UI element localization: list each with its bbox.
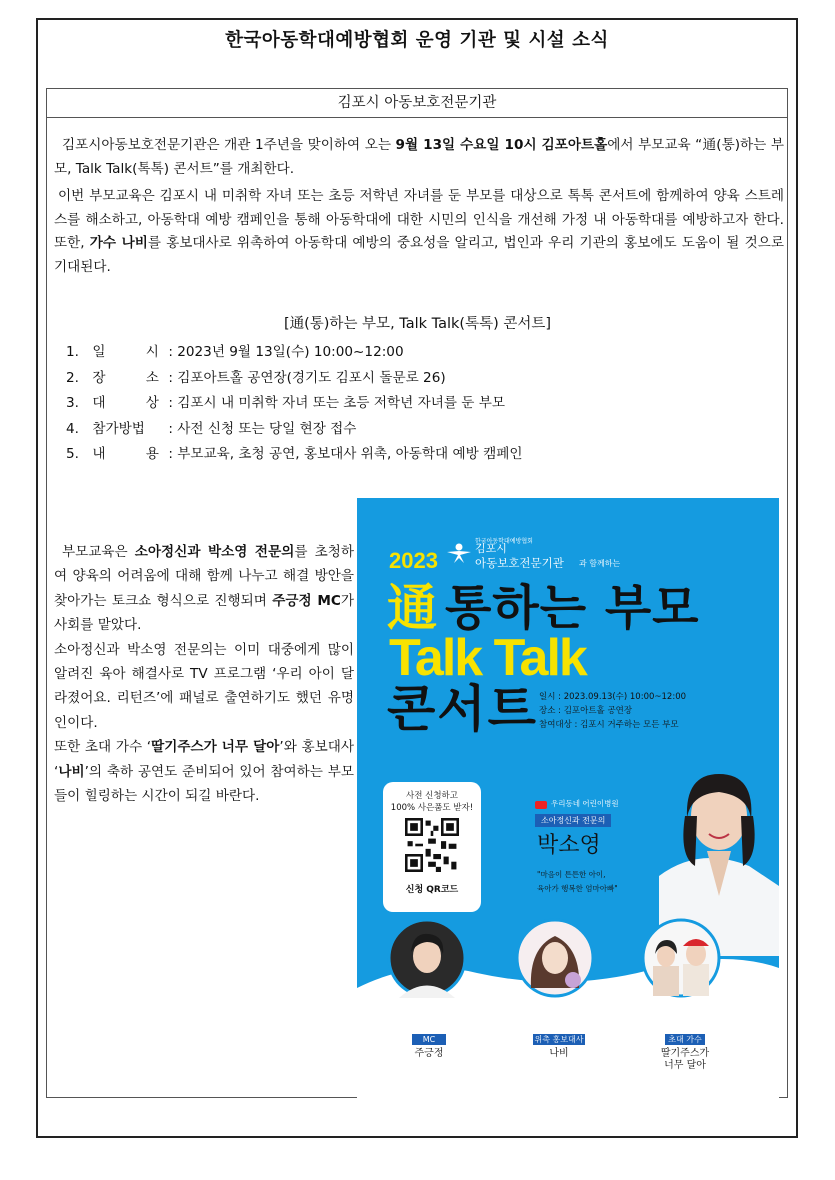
left-paragraph-1: 부모교육은 소아정신과 박소영 전문의를 초청하여 양육의 어려움에 대해 함께 나누고 해결 방안을 찾아가는 토크쇼 형식으로 진행되며 주긍정 MC가 사회를 맡았다. [54,544,354,634]
poster-talktalk: Talk Talk [389,629,586,687]
section-title: 김포시 아동보호전문기관 [47,89,787,118]
poster-with-text: 과 함께하는 [579,559,621,568]
doctor-name: 박소영 [537,833,601,858]
poster-detail-target: 참여대상 : 김포시 거주하는 모든 부모 [539,720,679,730]
ambassador-tag: 위촉 홍보대사 [534,1035,584,1044]
poster-org-city: 김포시 [475,542,507,555]
qr-promo-text: 사전 신청하고 100% 사은품도 받자! [390,791,474,813]
info-item-method: 4. 참가방법 : 사전 신청 또는 당일 현장 접수 [66,420,357,437]
poster-org-small: 한국아동학대예방협회 [475,538,533,545]
info-item-place: 2. 장 소: 김포아트홀 공연장(경기도 김포시 돌문로 26) [66,369,446,386]
ambassador-name: 나비 [549,1048,569,1059]
qr-label: 신청 QR코드 [405,885,459,895]
document-title: 한국아동학대예방협회 운영 기관 및 시설 소식 [225,30,609,51]
mc-photo [387,918,467,998]
ambassador-photo [515,918,595,998]
intro-paragraph-2: 이번 부모교육은 김포시 내 미취학 자녀 또는 초등 저학년 자녀를 둔 부모를 대상으로 톡톡 콘서트에 함께하여 양육 스트레스를 해소하고, 아동학대 예방 캠페인을 통해 아동학대에 대한 시민의 인식을 개선해 가정 내 아동학대를 예방하고자 한다. 또한, 가수 나비를 홍보대사로 위촉하여 아동학대 예방의 중요성을 알리고, 법인과 우리 기관의 홍보에도 도움이 될 것으로 기대된다. [54,188,784,275]
singer-tag: 초대 가수 [665,1034,705,1045]
youtube-icon [535,801,547,809]
event-poster [357,498,779,1098]
singer-name: 딸기주스가 너무 달아 [660,1048,710,1071]
concert-title: [通(통)하는 부모, Talk Talk(톡톡) 콘서트] [283,316,552,332]
poster-detail-date: 일시 : 2023.09.13(수) 10:00~12:00 [539,692,687,702]
poster-concert: 콘서트 [387,680,538,738]
intro-paragraph-1: 김포시아동보호전문기관은 개관 1주년을 맞이하여 오는 9월 13일 수요일 10시 김포아트홀에서 부모교육 “通(통)하는 부모, Talk Talk(톡톡) 콘서트”를 개최한다. [54,137,785,177]
info-item-target: 3. 대 상: 김포시 내 미취학 자녀 또는 초등 저학년 자녀를 둔 부모 [66,395,506,411]
poster-detail-place: 장소 : 김포아트홀 공연장 [539,706,633,716]
info-item-content: 5. 내 용: 부모교육, 초청 공연, 홍보대사 위촉, 아동학대 예방 캠페인 [66,446,523,462]
concert-info-list [66,340,522,468]
poster-tong-char: 通 [387,579,437,637]
qr-code-icon[interactable] [405,818,459,872]
left-column-text [54,540,354,808]
mc-name: 주긍정 [414,1048,444,1059]
youtube-channel: 우리동네 어린이병원 [551,799,619,808]
poster-headline: 통하는 부모 [445,580,700,636]
left-paragraph-2: 소아정신과 박소영 전문의는 이미 대중에게 많이 알려진 육아 해결사로 TV 프로그램 ‘우리 아이 달라졌어요. 리턴즈’에 패널로 출연하기도 했던 유명인이다. [54,641,354,731]
org-logo-icon [445,542,473,564]
doctor-tag: 소아정신과 전문의 [535,814,611,827]
qr-box[interactable] [383,782,481,912]
singer-photo [641,918,721,998]
doctor-quote: "마음이 튼튼한 아이, 육아가 행복한 엄마아빠" [537,870,618,893]
info-item-date: 1. 일 시: 2023년 9월 13일(수) 10:00~12:00 [66,344,404,360]
poster-year: 2023 [389,548,438,573]
mc-tag: MC [412,1034,446,1045]
poster-org-name: 아동보호전문기관 [475,556,564,570]
left-paragraph-3: 또한 초대 가수 ‘딸기주스가 너무 달아’와 홍보대사 ‘나비’의 축하 공연도 준비되어 있어 참여하는 부모들이 힐링하는 시간이 되길 바란다. [54,739,355,805]
